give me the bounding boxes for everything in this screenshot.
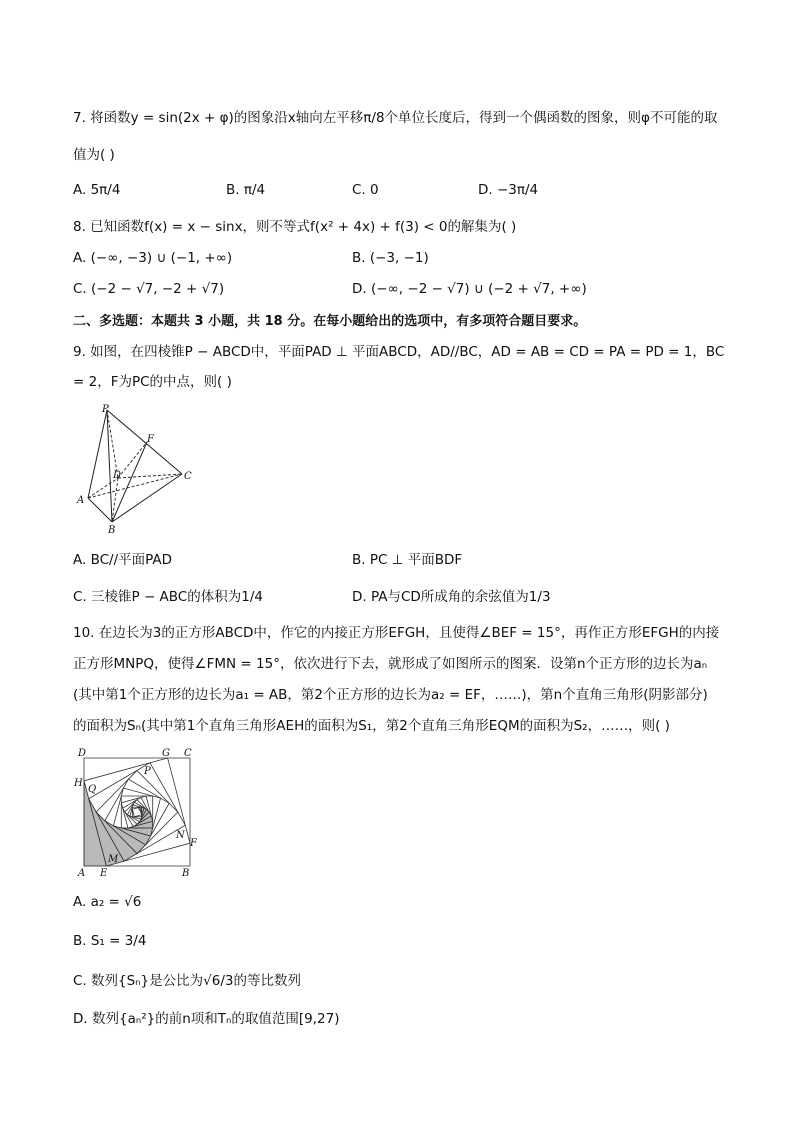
label-b: B <box>108 525 116 536</box>
label-a: A <box>77 495 85 506</box>
q10-option-a: A. a₂ = √6 <box>73 894 142 910</box>
edge-pa <box>88 410 107 498</box>
label-p: P <box>144 766 151 777</box>
label-m: M <box>108 854 119 865</box>
q8-option-d: D. (−∞, −2 − √7) ∪ (−2 + √7, +∞) <box>352 281 587 297</box>
q7-stem-line2: 值为( ) <box>73 147 115 163</box>
q9-stem-line1: 9. 如图，在四棱锥P − ABCD中，平面PAD ⊥ 平面ABCD，AD//BC，AD = AB = CD = PA = PD = 1，BC <box>73 344 725 360</box>
q10-stem-line2: 正方形MNPQ，使得∠FMN = 15°，依次进行下去，就形成了如图所示的图案．设第n个正方形的边长为aₙ <box>73 656 708 672</box>
edge-ad <box>88 478 118 498</box>
q10-option-b: B. S₁ = 3/4 <box>73 933 147 949</box>
label-c: C <box>184 748 192 759</box>
label-d: D <box>113 470 122 481</box>
q8-option-c: C. (−2 − √7, −2 + √7) <box>73 281 225 297</box>
section-heading-multiple-choice: 二、多选题：本题共 3 小题，共 18 分。在每小题给出的选项中，有多项符合题目要求。 <box>73 314 587 329</box>
q10-nested-squares-figure <box>72 742 207 880</box>
label-b: B <box>182 868 190 879</box>
q9-option-c: C. 三棱锥P − ABC的体积为1/4 <box>73 589 263 605</box>
q8-option-b: B. (−3, −1) <box>352 250 429 266</box>
edge-ab <box>88 498 112 522</box>
label-f: F <box>147 434 154 445</box>
label-h: H <box>74 778 83 789</box>
q9-pyramid-figure <box>72 400 202 536</box>
q10-stem-line1: 10. 在边长为3的正方形ABCD中，作它的内接正方形EFGH，且使得∠BEF = 15°，再作正方形EFGH的内接 <box>73 625 720 641</box>
label-n: N <box>176 830 185 841</box>
q8-stem: 8. 已知函数f(x) = x − sinx，则不等式f(x² + 4x) + f(3) < 0的解集为( ) <box>73 219 517 235</box>
q10-stem-line4: 的面积为Sₙ(其中第1个直角三角形AEH的面积为S₁，第2个直角三角形EQM的面积为S₂，……，则( ) <box>73 718 670 734</box>
edge-pc <box>107 410 182 474</box>
q7-option-d: D. −3π/4 <box>478 182 539 198</box>
label-p: P <box>102 404 109 415</box>
q7-option-c: C. 0 <box>352 182 379 198</box>
q10-stem-line3: (其中第1个正方形的边长为a₁ = AB，第2个正方形的边长为a₂ = EF，……)，第n个直角三角形(阴影部分) <box>73 687 708 703</box>
q8-option-a: A. (−∞, −3) ∪ (−1, +∞) <box>73 250 233 266</box>
label-g: G <box>162 748 170 759</box>
q7-option-a: A. 5π/4 <box>73 182 121 198</box>
q7-stem-line1: 7. 将函数y = sin(2x + φ)的图象沿x轴向左平移π/8个单位长度后，得到一个偶函数的图象，则φ不可能的取 <box>73 110 718 126</box>
q10-option-c: C. 数列{Sₙ}是公比为√6/3的等比数列 <box>73 973 301 989</box>
label-d: D <box>78 748 87 759</box>
label-q: Q <box>88 784 97 795</box>
label-e: E <box>100 868 108 879</box>
label-a: A <box>78 868 86 879</box>
q7-option-b: B. π/4 <box>226 182 266 198</box>
edge-ac <box>88 474 182 498</box>
q9-option-a: A. BC//平面PAD <box>73 552 173 568</box>
label-c: C <box>184 471 192 482</box>
label-f: F <box>190 838 197 849</box>
q9-stem-line2: = 2，F为PC的中点，则( ) <box>73 374 232 390</box>
q9-option-b: B. PC ⊥ 平面BDF <box>352 552 463 568</box>
edge-df <box>118 442 147 478</box>
nested-squares-group <box>84 758 190 866</box>
q9-option-d: D. PA与CD所成角的余弦值为1/3 <box>352 589 551 605</box>
q10-option-d: D. 数列{aₙ²}的前n项和Tₙ的取值范围[9,27) <box>73 1011 340 1027</box>
